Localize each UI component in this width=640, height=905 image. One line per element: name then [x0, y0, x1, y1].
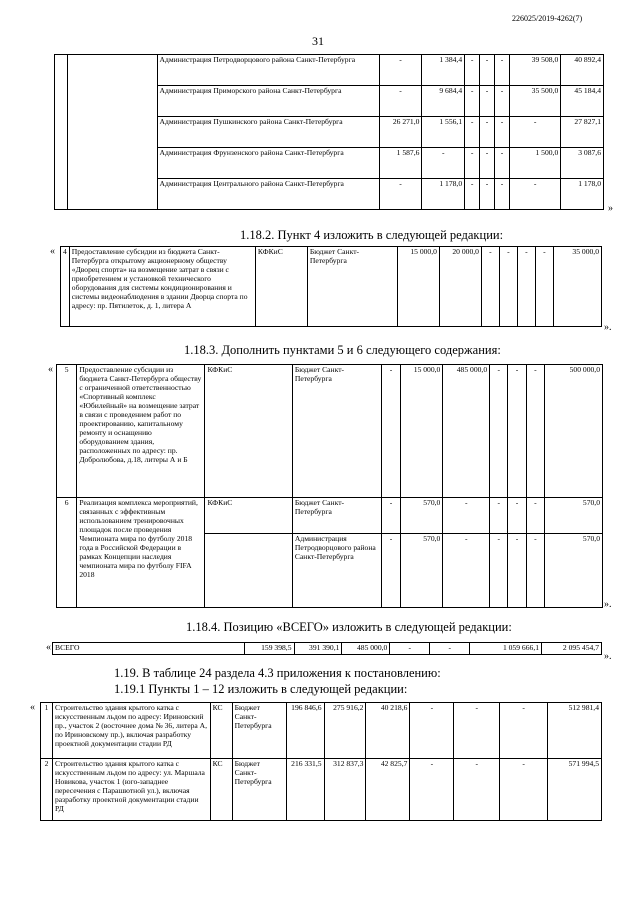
table-total [52, 642, 602, 655]
close-quote: » [608, 203, 613, 214]
total-label: ВСЕГО [53, 643, 245, 655]
description-cell: Предоставление субсидии из бюджета Санкт-Петербурга обществу с ограниченной ответственностью «Спортивный комплекс «Юбилейный» на возмещение затрат в связи с проведением работ по проектированию, капитальному ремонту и оснащению оборудованием здания, расположенных по адресу: пр. Добролюбова, д.18, литеры А и Б [77, 365, 205, 498]
table-row: Администрация Фрунзенского района Санкт-Петербурга 1 587,6 - - - - 1 500,0 3 087,6 [55, 148, 604, 179]
description-cell: Реализация комплекса мероприятий, связанных с эффективным использованием тренировочных площадок после проведения Чемпионата мира по футболу 2018 года в Российской Федерации в рамках Концепции наследия чемпионата мира по футболу FIFA 2018 [77, 498, 205, 608]
section-1-18-3: 1.18.3. Дополнить пунктами 5 и 6 следующего содержания: [184, 343, 501, 357]
org-cell: Администрация Пушкинского района Санкт-Петербурга [157, 117, 379, 148]
table-24 [40, 702, 602, 821]
open-quote: « [48, 364, 53, 375]
org-cell: Администрация Приморского района Санкт-Петербурга [157, 86, 379, 117]
table-item-4 [60, 246, 602, 327]
table-row: 6 Реализация комплекса мероприятий, связанных с эффективным использованием тренировочных площадок после проведения Чемпионата мира по футболу 2018 года в Российской Федерации в рамках Концепции наследия чемпионата мира по футболу FIFA 2018 КФКиС Бюджет Санкт-Петербурга - 570,0 - - - - 570,0 [57, 498, 603, 534]
close-quote: ». [604, 599, 612, 610]
table-row: Администрация Пушкинского района Санкт-Петербурга 26 271,0 1 556,1 - - - - 27 827,1 [55, 117, 604, 148]
description-cell: Строительство здания крытого катка с искусственным льдом по адресу: Ириновский пр., участок 2 (восточнее дома № 36, литера А, по Ириновскому пр.), включая разработку проектной документации стадии РД [52, 703, 210, 759]
document-id: 226025/2019-4262(7) [512, 14, 583, 23]
open-quote: « [30, 702, 35, 713]
description-cell: Предоставление субсидии из бюджета Санкт-Петербурга открытому акционерному обществу «Дворец спорта» на возмещение затрат в связи с приобретением и установкой технического оборудования для системы кондиционирования и системы видеонаблюдения в здании Дворца спорта по адресу: пр. Пятилеток, д. 1, литера А [69, 247, 255, 327]
section-1-19-1: 1.19.1 Пункты 1 – 12 изложить в следующей редакции: [114, 682, 408, 696]
section-1-18-4: 1.18.4. Позицию «ВСЕГО» изложить в следующей редакции: [186, 620, 512, 634]
table-row: Администрация Центрального района Санкт-Петербурга - 1 178,0 - - - - 1 178,0 [55, 179, 604, 210]
org-cell: Администрация Фрунзенского района Санкт-Петербурга [157, 148, 379, 179]
close-quote: ». [604, 322, 612, 333]
section-1-19: 1.19. В таблице 24 раздела 4.3 приложения к постановлению: [114, 666, 441, 680]
table-items-5-6 [56, 364, 603, 608]
table-row: 5 Предоставление субсидии из бюджета Санкт-Петербурга обществу с ограниченной ответственностью «Спортивный комплекс «Юбилейный» на возмещение затрат в связи с проведением работ по проектированию, капитальному ремонту и оснащению оборудованием здания, расположенных по адресу: пр. Добролюбова, д.18, литеры А и Б КФКиС Бюджет Санкт-Петербурга - 15 000,0 485 000,0 - - - 500 000,0 [57, 365, 603, 498]
close-quote: ». [604, 651, 612, 662]
table-row: ВСЕГО 159 398,5 391 390,1 485 000,0 - - 1 059 666,1 2 095 454,7 [53, 643, 602, 655]
open-quote: « [46, 642, 51, 653]
table-row: 1 Строительство здания крытого катка с искусственным льдом по адресу: Ириновский пр., участок 2 (восточнее дома № 36, литера А, по Ириновскому пр.), включая разработку проектной документации стадии РД КС Бюджет Санкт-Петербурга 196 846,6 275 916,2 40 218,6 - - - 512 981,4 [41, 703, 602, 759]
table-row: Администрация Приморского района Санкт-Петербурга - 9 684,4 - - - 35 500,0 45 184,4 [55, 86, 604, 117]
table-row: Администрация Петродворцового района Санкт-Петербурга - 570,0 - - - - 570,0 [57, 534, 603, 608]
description-cell: Строительство здания крытого катка с искусственным льдом по адресу: ул. Маршала Новикова, участок 1 (юго-западнее пересечения с Парашютной ул.), включая разработку проектной документации стадии РД [52, 759, 210, 821]
org-cell: Администрация Центрального района Санкт-Петербурга [157, 179, 379, 210]
org-cell: Администрация Петродворцового района Санкт-Петербурга [157, 55, 379, 86]
table-continuation [54, 54, 604, 210]
open-quote: « [50, 246, 55, 257]
page-number: 31 [312, 34, 324, 48]
table-row: 4 Предоставление субсидии из бюджета Санкт-Петербурга открытому акционерному обществу «Дворец спорта» на возмещение затрат в связи с приобретением и установкой технического оборудования для системы кондиционирования и системы видеонаблюдения в здании Дворца спорта по адресу: пр. Пятилеток, д. 1, литера А КФКиС Бюджет Санкт-Петербурга 15 000,0 20 000,0 - - - - 35 000,0 [61, 247, 602, 327]
table-row: Администрация Петродворцового района Санкт-Петербурга - 1 384,4 - - - 39 508,0 40 892,4 [55, 55, 604, 86]
table-row: 2 Строительство здания крытого катка с искусственным льдом по адресу: ул. Маршала Новикова, участок 1 (юго-западнее пересечения с Парашютной ул.), включая разработку проектной документации стадии РД КС Бюджет Санкт-Петербурга 216 331,5 312 837,3 42 825,7 - - - 571 994,5 [41, 759, 602, 821]
section-1-18-2: 1.18.2. Пункт 4 изложить в следующей редакции: [240, 228, 504, 242]
